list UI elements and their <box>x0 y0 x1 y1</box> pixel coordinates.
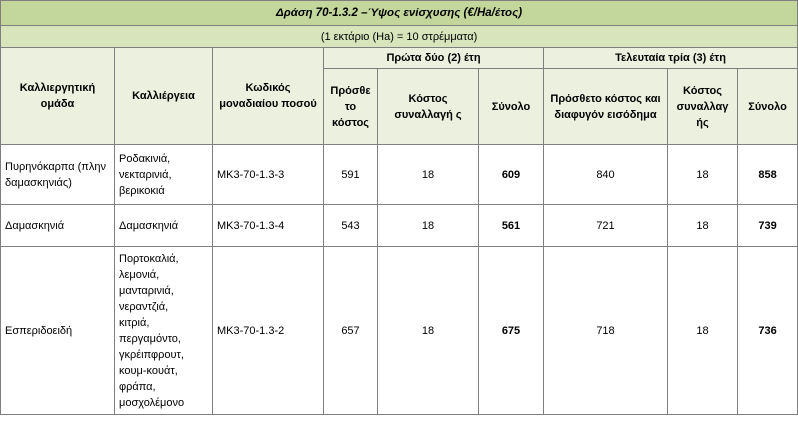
cell-last-total: 858 <box>738 145 798 205</box>
cell-code: ΜΚ3-70-1.3-3 <box>213 145 324 205</box>
cell-last-total: 739 <box>738 205 798 247</box>
cell-last-additional-cost: 721 <box>544 205 668 247</box>
cell-first-total: 561 <box>479 205 544 247</box>
cell-code: ΜΚ3-70-1.3-2 <box>213 247 324 415</box>
cell-crop-group: Εσπεριδοειδή <box>1 247 115 415</box>
header-first-period: Πρώτα δύο (2) έτη <box>324 48 544 69</box>
table-title: Δράση 70-1.3.2 –Ύψος ενίσχυσης (€/Ha/έτος) <box>1 1 798 26</box>
cell-last-total: 736 <box>738 247 798 415</box>
cell-crop-group: Δαμασκηνιά <box>1 205 115 247</box>
cell-first-additional-cost: 591 <box>324 145 378 205</box>
cell-last-transaction-cost: 18 <box>668 205 738 247</box>
cell-crop: Δαμασκηνιά <box>115 205 213 247</box>
cell-crop: Ροδακινιά, νεκταρινιά, βερικοκιά <box>115 145 213 205</box>
cell-code: ΜΚ3-70-1.3-4 <box>213 205 324 247</box>
table-row <box>1 205 798 247</box>
header-last-additional-cost: Πρόσθετο κόστος και διαφυγόν εισόδημα <box>544 69 668 145</box>
cell-first-additional-cost: 657 <box>324 247 378 415</box>
cell-first-transaction-cost: 18 <box>378 145 479 205</box>
cell-first-additional-cost: 543 <box>324 205 378 247</box>
header-first-transaction-cost: Κόστος συναλλαγή ς <box>378 69 479 145</box>
header-code: Κωδικός μοναδιαίου ποσού <box>213 48 324 145</box>
cell-first-total: 675 <box>479 247 544 415</box>
cell-first-transaction-cost: 18 <box>378 205 479 247</box>
cell-last-additional-cost: 840 <box>544 145 668 205</box>
header-first-total: Σύνολο <box>479 69 544 145</box>
cell-last-transaction-cost: 18 <box>668 247 738 415</box>
header-last-transaction-cost: Κόστος συναλλαγ ής <box>668 69 738 145</box>
header-first-additional-cost: Πρόσθε το κόστος <box>324 69 378 145</box>
table-row <box>1 247 798 415</box>
cell-first-total: 609 <box>479 145 544 205</box>
cell-last-additional-cost: 718 <box>544 247 668 415</box>
header-crop-group: Καλλιεργητική ομάδα <box>1 48 115 145</box>
cell-first-transaction-cost: 18 <box>378 247 479 415</box>
header-last-period: Τελευταία τρία (3) έτη <box>544 48 798 69</box>
table-row <box>1 145 798 205</box>
header-last-total: Σύνολο <box>738 69 798 145</box>
cell-crop-group: Πυρηνόκαρπα (πλην δαμασκηνιάς) <box>1 145 115 205</box>
unit-note: (1 εκτάριο (Ha) = 10 στρέμματα) <box>1 26 798 48</box>
header-crop: Καλλιέργεια <box>115 48 213 145</box>
cell-crop: Πορτοκαλιά, λεμονιά, μανταρινιά, νεραντζιά, κιτριά, περγαμόντο, γκρέιπφρουτ, κουμ-κουάτ, φράπα, μοσχολέμονο <box>115 247 213 415</box>
cell-last-transaction-cost: 18 <box>668 145 738 205</box>
